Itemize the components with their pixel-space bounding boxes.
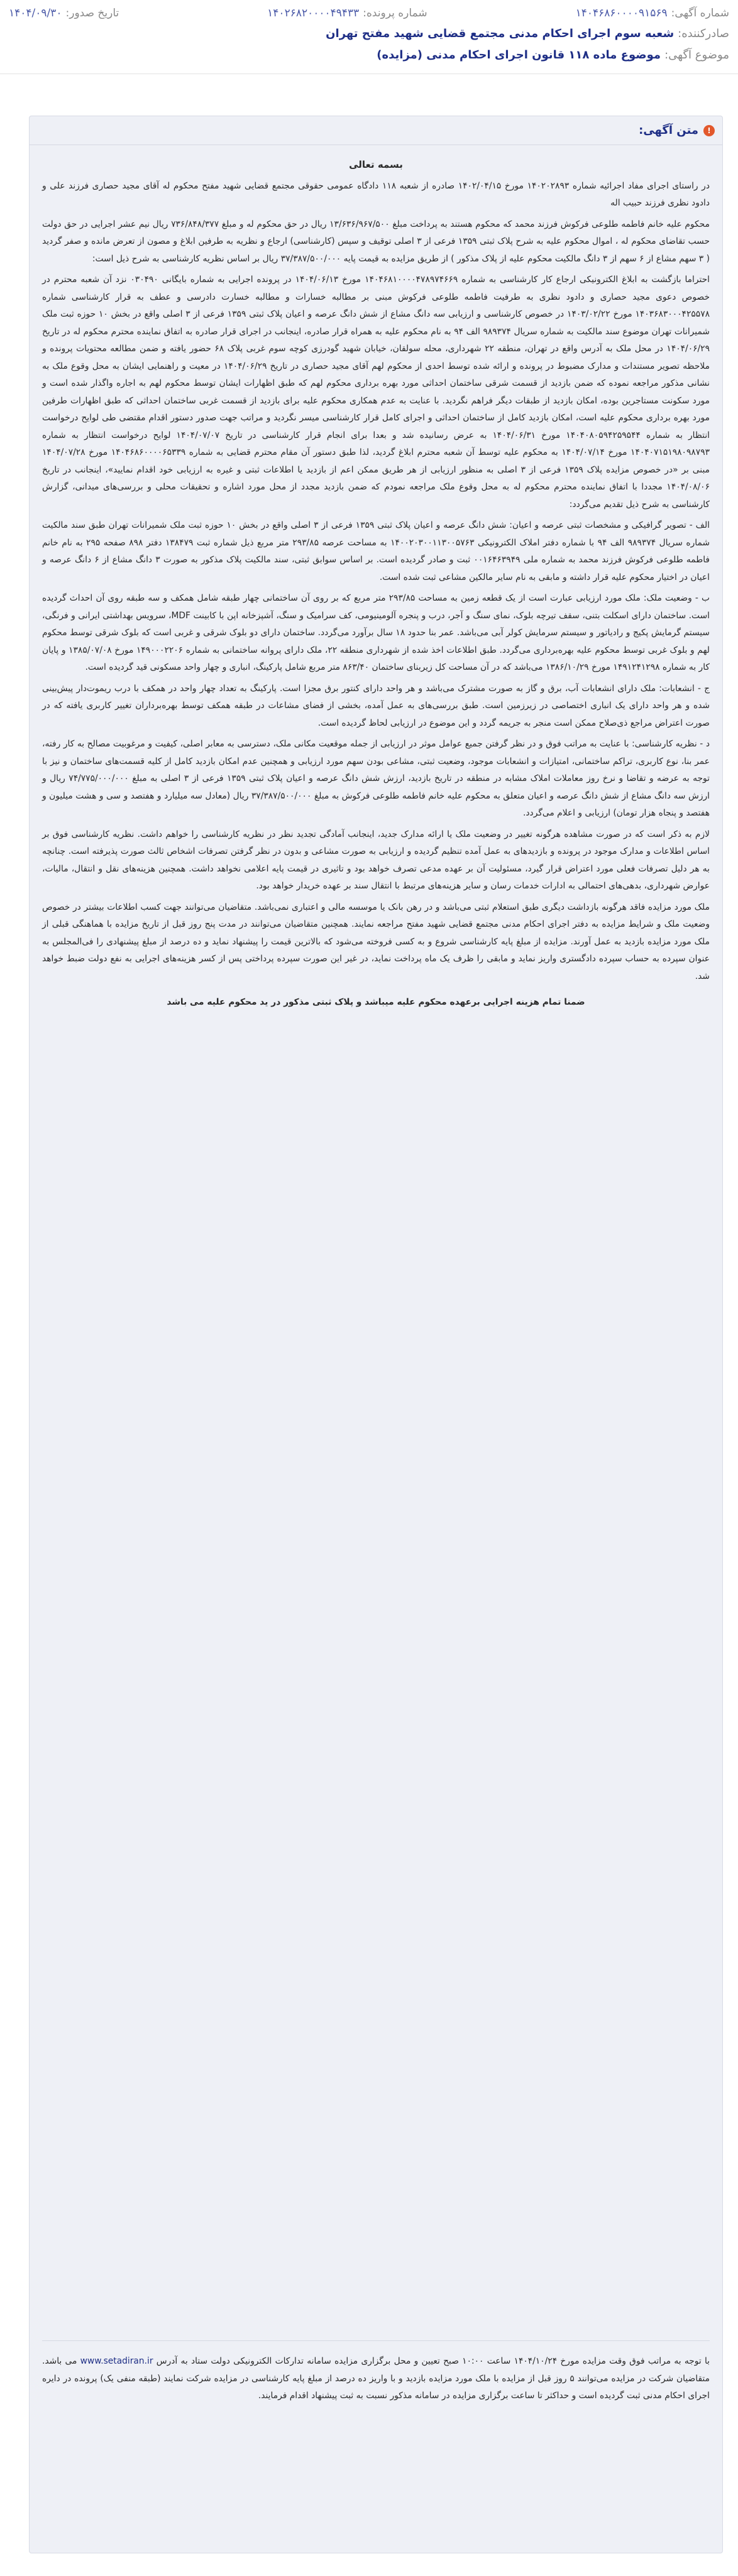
paragraph-4: الف - تصویر گرافیکی و مشخصات ثبتی عرصه و اعیان: شش دانگ عرصه و اعیان پلاک ثبتی ۱۳۵۹ فرعی از ۳ اصلی واقع در بخش ۱۰ حوزه ثبت ملک شمیرانات تهران طبق سند مالکیت شماره سریال ۹۸۹۳۷۴ الف ۹۴ با شماره دفتر املاک الکترونیکی ۱۴۰۰۲۰۳۰۰۱۱۳۰۰۵۷۶۳ به مساحت عرصه ۲۹۳/۸۵ متر مربع ذیل شماره ثبت ۱۳۸۴۷۹ دفتر ۸۹۸ صفحه ۲۹۵ به نام خانم فاطمه طلوعی فرکوش فرزند محمد به شماره ملی ۰۰۱۶۴۶۳۹۴۹ ثبت و صادر گردیده است. بر اساس سوابق ثبتی، سند مالکیت پلاک مذکور به صورت ۳ دانگ مشاع از ۶ دانگ عرصه و اعیان در اختیار محکوم علیه قرار داشته و مابقی به نام سایر مالکین مشاعی ثبت شده است. (42, 520, 710, 582)
panel-title: متن آگهی: (639, 124, 698, 137)
paragraph-6: ج - انشعابات: ملک دارای انشعابات آب، برق و گاز به صورت مشترک می‌باشد و هر واحد دارای کنتور برق مجزا است. پارکینگ به تعداد چهار واحد در همکف با درب ریموت‌دار پیش‌بینی شده و هر واحد دارای یک انباری اختصاصی در زیرزمین است. طبق بررسی‌های به عمل آمده، بخشی از فضای مشاعات در طبقه همکف توسط بهره‌برداران تغییر کاربری یافته که در صورت اعتراض مراجع ذی‌صلاح ممکن است منجر به جریمه گردد و این موضوع در ارزیابی لحاظ گردیده است. (42, 683, 710, 728)
serial-value: ۱۴۰۴۶۸۶۰۰۰۰۹۱۵۶۹ (575, 7, 668, 19)
basmala: بسمه تعالی (349, 159, 403, 170)
paragraph-7: د - نظریه کارشناسی: با عنایت به مراتب فوق و در نظر گرفتن جمیع عوامل موثر در ارزیابی از جمله موقعیت مکانی ملک، دسترسی به معابر اصلی، کیفیت و مرغوبیت مصالح به کار رفته، عمر بنا، نوع کاربری، تراکم ساختمانی، امتیازات و انشعابات موجود، وضعیت ثبتی، مشاعی بودن سهم مورد ارزیابی و همچنین عدم امکان بازدید کامل از کلیه قسمت‌های ساختمان و نیز با توجه به عرضه و تقاضا و نرخ روز معاملات املاک مشابه در منطقه در تاریخ بازدید، ارزش شش دانگ عرصه و اعیان پلاک ثبتی ۱۳۵۹ فرعی از ۳ اصلی به مبلغ ۷۴/۷۷۵/۰۰۰/۰۰۰ ریال و ارزش سه دانگ مشاع از شش دانگ عرصه و اعیان متعلق به محکوم علیه خانم فاطمه طلوعی فرکوش به مبلغ ۳۷/۳۸۷/۵۰۰/۰۰۰ ریال (معادل سه میلیارد و هفتصد و سی و هشت میلیون و هفتصد و پنجاه هزار تومان) ارزیابی و اعلام می‌گردد. (42, 739, 710, 818)
meta-row (9, 4, 729, 23)
serial-number (576, 7, 729, 19)
setad-link[interactable]: www.setadiran.ir (80, 2356, 153, 2366)
auction-text-2: می باشد. متقاضیان شرکت در مزایده می‌توانند ۵ روز قبل از مزایده با ملک مورد مزایده بازدید و با واریز ده درصد از مبلغ پایه کارشناسی در مزایده شرکت نمایند (طبقه منفی یک) پرونده در دایره اجرای احکام مدنی ثبت گردیده است و حداکثر تا ساعت برگزاری مزایده در سامانه مذکور نسبت به ثبت پیشنهاد اقدام فرمایند. (42, 2356, 710, 2401)
notice-header (0, 0, 738, 74)
panel-header (30, 116, 722, 145)
notice-text-panel (29, 116, 723, 2553)
case-value: ۱۴۰۲۶۸۲۰۰۰۰۴۹۴۳۳ (267, 7, 360, 19)
date-value: ۱۴۰۴/۰۹/۳۰ (9, 7, 62, 19)
paragraph-2: محکوم علیه خانم فاطمه طلوعی فرکوش فرزند محمد که محکوم هستند به پرداخت مبلغ ۱۳/۶۳۶/۹۶۷/۵۰۰ ریال در حق محکوم له و مبلغ ۷۳۶/۸۴۸/۳۷۷ ریال نیم عشر اجرایی در حق دولت حسب تقاضای محکوم له ، اموال محکوم علیه به شرح پلاک ثبتی ۱۳۵۹ فرعی از ۳ اصلی توقیف و سپس (کارشناسی) ارجاع و نظریه به طرفین ابلاغ و مصون از تعرض مانده و صفر گردید ( ۳ سهم مشاع از ۶ سهم از ۳ دانگ مالکیت محکوم علیه از پلاک مذکور ) از طریق مزایده به قیمت پایه ۳۷/۳۸۷/۵۰۰/۰۰۰ ریال بر اساس نظریه کارشناسی به شرح ذیل است: (42, 219, 710, 264)
info-bullet-icon: ! (703, 125, 715, 136)
paragraph-1: در راستای اجرای مفاد اجرائیه شماره ۱۴۰۲۰۲۸۹۳ مورخ ۱۴۰۲/۰۴/۱۵ صادره از شعبه ۱۱۸ دادگاه عمومی حقوقی مجتمع قضایی شهید مفتح محکوم له آقای مجید حصاری فرزند علی و دادود نظری فرزند حبیب اله (42, 180, 710, 208)
issuer-value: شعبه سوم اجرای احکام مدنی مجتمع قضایی شهید مفتح تهران (326, 26, 675, 40)
paragraph-9: ملک مورد مزایده فاقد هرگونه بازداشت دیگری طبق استعلام ثبتی می‌باشد و در رهن بانک یا موسسه مالی و اعتباری نمی‌باشد. متقاضیان می‌توانند جهت کسب اطلاعات بیشتر در خصوص وضعیت ملک و شرایط مزایده به دفتر اجرای احکام مدنی مجتمع قضایی شهید مفتح مراجعه نمایند. همچنین متقاضیان می‌توانند در مدت پنج روز قبل از تاریخ مزایده با هماهنگی قبلی از ملک مورد مزایده بازدید به عمل آورند. مزایده از مبلغ پایه کارشناسی شروع و به کسی فروخته می‌شود که بالاترین قیمت را پیشنهاد نماید و ده درصد از مبلغ پیشنهادی را فی‌المجلس به عنوان سپرده به حساب سپرده دادگستری واریز نماید و مابقی را ظرف یک ماه پرداخت نماید، در غیر این صورت سپرده پرداختی پس از کسر هزینه‌های اجرایی به نفع دولت ضبط خواهد شد. (42, 902, 710, 981)
issue-date (9, 7, 119, 19)
case-number (267, 7, 427, 19)
subject-label: موضوع آگهی: (664, 48, 729, 62)
issuer-label: صادرکننده: (678, 26, 729, 40)
divider (42, 2340, 710, 2341)
auction-details (42, 2353, 710, 2403)
case-label: شماره پرونده: (363, 7, 427, 19)
paragraph-3: احتراما بازگشت به ابلاغ الکترونیکی ارجاع کار کارشناسی به شماره ۱۴۰۴۶۸۱۰۰۰۰۴۷۸۹۷۴۶۶۹ مورخ ۱۴۰۴/۰۶/۱۳ در پرونده اجرایی به شماره بایگانی ۰۳۰۴۹۰ نزد آن شعبه محترم در خصوص دعوی مجید حصاری و دادود نظری به طرفیت فاطمه طلوعی فرکوش مبنی بر مطالبه خسارات و مطالبه خسارت دادرسی و عطف به قرار کارشناسی شماره ۱۴۰۳۶۸۳۰۰۰۴۲۵۵۷۸ مورخ ۱۴۰۳/۰۲/۲۲ در خصوص کارشناسی و ارزیابی سه دانگ مشاع از شش دانگ عرصه و اعیان پلاک ثبتی ۱۳۵۹ فرعی از ۳ اصلی واقع در بخش ۱۰ حوزه ثبت ملک شمیرانات تهران موضوع سند مالکیت به شماره سریال ۹۸۹۳۷۴ الف ۹۴ به نام محکوم علیه به همراه قرار صادره، اینجانب در اجرای قرار صادره به اتفاق نماینده محترم محکوم له در تاریخ ۱۴۰۴/۰۶/۲۹ در محل ملک به آدرس واقع در تهران، منطقه ۲۲ شهرداری، محله سولقان، خیابان شهید گودرزی کوچه سوم غربی پلاک ۶۸ حضور یافته و ضمن مطالعه محتویات پرونده و ملاحظه تصویر مستندات و مدارک مضبوط در پرونده و ارائه شده توسط احدی از محکوم لهم آقای مجید حصاری در تاریخ ۱۴۰۴/۰۶/۲۹ در معیت و راهنمایی ایشان به محل وقوع ملک به نشانی مذکور مراجعه نموده که ضمن بازدید از قسمت شرقی ساختمان احداثی مورد بهره برداری محکوم لهم که طبق اظهارات ایشان توسط محکوم لهم به اجاره واگذار شده است و مورد سکونت مستاجرین بوده، امکان بازدید از طبقات دیگر فراهم نگردید. با عنایت به عدم همکاری محکوم علیه برای بازدید از قسمت غربی ساختمان احداثی که طبق اظهارات طرفین مورد بهره برداری محکوم علیه است، امکان بازدید کامل از ساختمان احداثی و اجرای کامل قرار کارشناسی میسر نگردید و مراتب جهت صدور دستور اقدام مقتضی طی لوایح درخواست انتظار به شماره ۱۴۰۴۰۸۰۵۹۴۲۵۹۵۴۴ مورخ ۱۴۰۴/۰۶/۳۱ به عرض رسانیده شد و بعدا برای انجام قرار کارشناسی در تاریخ ۱۴۰۴/۰۷/۰۷ لوایح درخواست انتظار به شماره ۱۴۰۴۰۷۱۵۱۹۸۰۹۸۷۹۳ مورخ ۱۴۰۴/۰۷/۱۴ به محکوم علیه توسط آن شعبه محترم ابلاغ گردید، لذا طبق دستور آن مقام محترم قضایی به شماره ۱۴۰۴۶۸۶۰۰۰۰۶۵۳۳۹ مورخ ۱۴۰۴/۰۷/۲۸ مبنی بر «در خصوص مزایده پلاک ۱۳۵۹ فرعی از ۳ اصلی به منظور ارزیابی از هر طریق ممکن اعم از بازدید یا اطلاعات ثبتی و غیره به ارزیابی خود اقدام نمایید»، اینجانب در تاریخ ۱۴۰۴/۰۸/۰۶ مجددا با اتفاق نماینده محترم محکوم له به محل وقوع ملک مراجعه نمودم که ضمن بازدید مجدد از محل مورد اشاره و تحقیقات محلی و بررسی‌های میدانی، گزارش کارشناسی به شرح ذیل تقدیم می‌گردد: (42, 275, 710, 510)
date-label: تاریخ صدور: (65, 7, 119, 19)
serial-label: شماره آگهی: (671, 7, 729, 19)
paragraph-8: لازم به ذکر است که در صورت مشاهده هرگونه تغییر در وضعیت ملک یا ارائه مدارک جدید، اینجانب آمادگی تجدید نظر در نظریه کارشناسی را خواهم داشت. نظریه کارشناسی فوق بر اساس اطلاعات و مدارک موجود در پرونده و بازدیدهای به عمل آمده تنظیم گردیده و ارزیابی به صورت مشاعی و بدون در نظر گرفتن تصرفات اشخاص ثالث صورت پذیرفته است. چنانچه به هر دلیل تصرفات فعلی مورد اعتراض قرار گیرد، مسئولیت آن بر عهده مدعی تصرف خواهد بود و تاثیری در قیمت پایه اعلامی نخواهد داشت. همچنین هزینه‌های نقل و انتقال، مالیات، عوارض شهرداری، بدهی‌های احتمالی به ادارات خدمات رسان و سایر هزینه‌های مرتبط با انتقال سند بر عهده خریدار خواهد بود. (42, 829, 710, 891)
closing-line: ضمنا تمام هزینه اجرایی برعهده محکوم علیه میباشد و پلاک ثبتی مذکور در ید محکوم علیه می باشد (167, 997, 585, 1007)
subject-value: موضوع ماده ۱۱۸ قانون اجرای احکام مدنی (مزایده) (377, 48, 661, 62)
issuer-row (9, 23, 729, 44)
subject-row (9, 44, 729, 65)
paragraph-5: ب - وضعیت ملک: ملک مورد ارزیابی عبارت است از یک قطعه زمین به مساحت ۲۹۳/۸۵ متر مربع که بر روی آن ساختمانی چهار طبقه شامل همکف و سه طبقه روی آن احداث گردیده است. ساختمان دارای اسکلت بتنی، سقف تیرچه بلوک، نمای سنگ و آجر، درب و پنجره آلومینیومی، کف سرامیک و سنگ، آشپزخانه اپن با کابینت MDF، سرویس بهداشتی ایرانی و فرنگی، سیستم گرمایش پکیج و رادیاتور و سیستم سرمایش کولر آبی می‌باشد. عمر بنا حدود ۱۸ سال برآورد می‌گردد. ساختمان دارای دو بلوک شرقی و غربی است که بلوک شرقی توسط محکوم لهم و بلوک غربی توسط محکوم علیه بهره‌برداری می‌گردد. طبق اطلاعات اخذ شده از شهرداری منطقه ۲۲، ملک دارای پروانه ساختمانی به شماره ۱۴۹۰۰۰۲۲۰۶ مورخ ۱۳۸۵/۰۷/۰۸ و پایان کار به شماره ۱۴۹۱۲۴۱۲۹۸ مورخ ۱۳۸۶/۱۰/۲۹ می‌باشد که در آن مساحت کل زیربنای ساختمان ۸۶۳/۴۰ متر مربع شامل پارکینگ، انباری و چهار واحد مسکونی قید گردیده است. (42, 593, 710, 672)
auction-text: با توجه به مراتب فوق وقت مزایده مورخ ۱۴۰۴/۱۰/۲۴ ساعت ۱۰:۰۰ صبح تعیین و محل برگزاری مزایده سامانه تدارکات الکترونیکی دولت ستاد به آدرس (156, 2356, 710, 2366)
notice-body (42, 156, 710, 2355)
